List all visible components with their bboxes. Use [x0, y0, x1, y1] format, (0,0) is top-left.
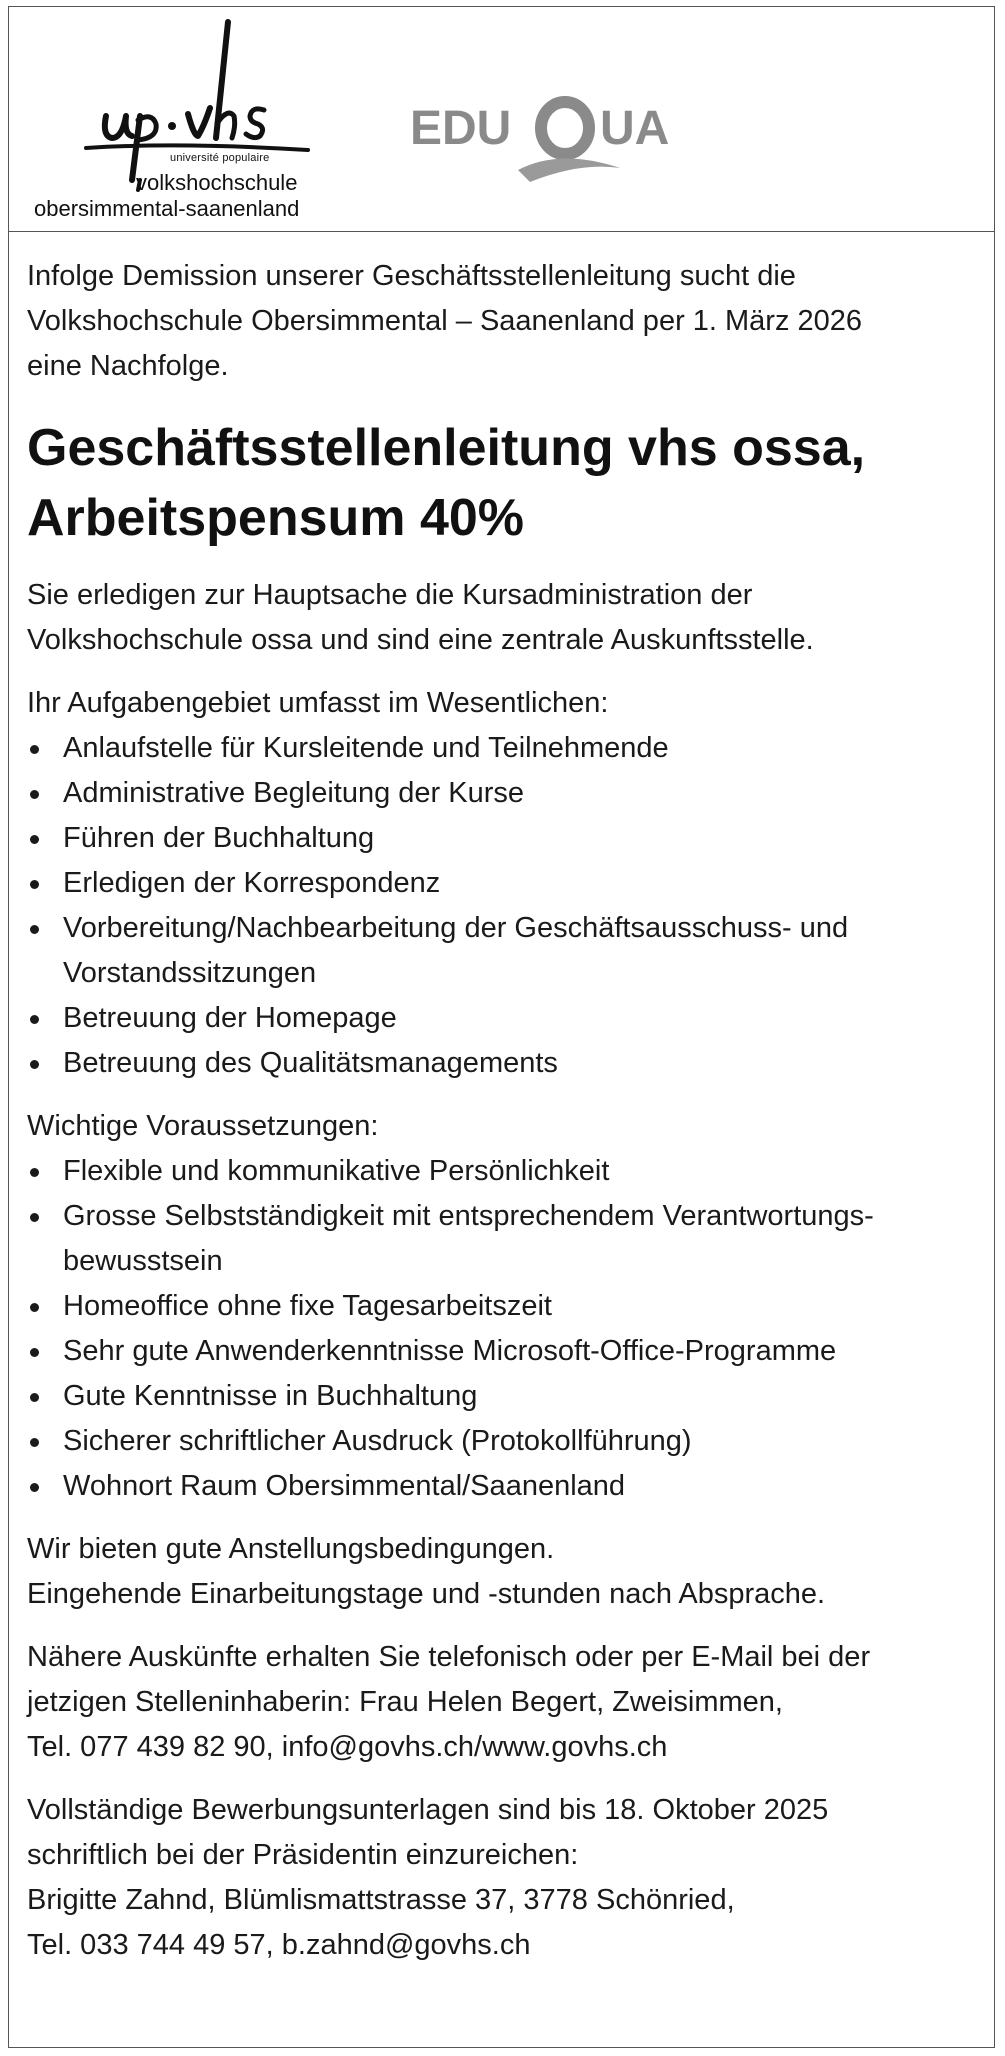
list-item: Betreuung des Qualitätsmanagements: [27, 1041, 977, 1086]
vhs-logo: [28, 12, 358, 226]
intro-line: eine Nachfolge.: [27, 350, 229, 382]
vhs-tagline: université populaire: [170, 152, 270, 164]
requirements-heading: Wichtige Voraussetzungen:: [27, 1110, 379, 1142]
intro-line: Volkshochschule Obersimmental – Saanenland per 1. März 2026: [27, 305, 863, 337]
job-title: [27, 413, 977, 553]
job-title-line: Arbeitspensum 40%: [27, 489, 525, 547]
bullet-icon: [30, 1213, 39, 1222]
summary-line: Volkshochschule ossa und sind eine zentrale Auskunftsstelle.: [27, 624, 814, 656]
bullet-icon: [30, 835, 39, 844]
offer-paragraph: [27, 1527, 977, 1617]
info-line: Tel. 077 439 82 90, info@govhs.ch/www.govhs.ch: [27, 1731, 668, 1763]
bullet-icon: [30, 925, 39, 934]
summary-paragraph: [27, 573, 977, 663]
list-item: Gute Kenntnisse in Buchhaltung: [27, 1374, 977, 1419]
bullet-icon: [30, 1060, 39, 1069]
bullet-icon: [30, 790, 39, 799]
tasks-list: [27, 726, 977, 1086]
vhs-name: volkshochschule: [136, 170, 298, 195]
list-item: Administrative Begleitung der Kurse: [27, 771, 977, 816]
application-paragraph: [27, 1788, 977, 1968]
bullet-icon: [30, 745, 39, 754]
list-item: Grosse Selbstständigkeit mit entsprechendem Verantwortungs-bewusstsein: [27, 1194, 977, 1284]
list-item: Erledigen der Korrespondenz: [27, 861, 977, 906]
offer-line: Eingehende Einarbeitungstage und -stunden nach Absprache.: [27, 1578, 826, 1610]
ad-header: [8, 6, 995, 232]
list-item: Homeoffice ohne fixe Tagesarbeitszeit: [27, 1284, 977, 1329]
application-line: Brigitte Zahnd, Blümlismattstrasse 37, 3778 Schönried,: [27, 1884, 735, 1916]
list-item: Führen der Buchhaltung: [27, 816, 977, 861]
requirements-list: [27, 1149, 977, 1509]
list-item: Anlaufstelle für Kursleitende und Teilnehmende: [27, 726, 977, 771]
bullet-icon: [30, 1015, 39, 1024]
bullet-icon: [30, 1393, 39, 1402]
list-item: Flexible und kommunikative Persönlichkeit: [27, 1149, 977, 1194]
svg-text:EDU: EDU: [410, 102, 512, 155]
list-item: Sehr gute Anwenderkenntnisse Microsoft-Office-Programme: [27, 1329, 977, 1374]
job-title-line: Geschäftsstellenleitung vhs ossa,: [27, 419, 866, 477]
list-item: Vorbereitung/Nachbearbeitung der Geschäftsausschuss- und Vorstandssitzungen: [27, 906, 977, 996]
application-line: Tel. 033 744 49 57, b.zahnd@govhs.ch: [27, 1929, 531, 1961]
application-line: schriftlich bei der Präsidentin einzureichen:: [27, 1839, 579, 1871]
ad-content: [27, 254, 977, 1986]
tasks-heading: Ihr Aufgabengebiet umfasst im Wesentlichen:: [27, 687, 609, 719]
bullet-icon: [30, 1483, 39, 1492]
eduqua-logo-icon: [400, 86, 710, 196]
vhs-region: obersimmental-saanenland: [34, 196, 300, 221]
info-line: jetzigen Stelleninhaberin: Frau Helen Begert, Zweisimmen,: [27, 1686, 783, 1718]
svg-text:UA: UA: [600, 102, 670, 155]
info-paragraph: [27, 1635, 977, 1770]
bullet-icon: [30, 1348, 39, 1357]
bullet-icon: [30, 1168, 39, 1177]
list-item: Betreuung der Homepage: [27, 996, 977, 1041]
application-line: Vollständige Bewerbungsunterlagen sind bis 18. Oktober 2025: [27, 1794, 829, 1826]
bullet-icon: [30, 1303, 39, 1312]
bullet-icon: [30, 880, 39, 889]
bullet-icon: [30, 1438, 39, 1447]
list-item: Sicherer schriftlicher Ausdruck (Protokollführung): [27, 1419, 977, 1464]
offer-line: Wir bieten gute Anstellungsbedingungen.: [27, 1533, 555, 1565]
info-line: Nähere Auskünfte erhalten Sie telefonisch oder per E-Mail bei der: [27, 1641, 871, 1673]
eduqua-logo: [400, 86, 710, 196]
intro-line: Infolge Demission unserer Geschäftsstellenleitung sucht die: [27, 260, 796, 292]
summary-line: Sie erledigen zur Hauptsache die Kursadministration der: [27, 579, 753, 611]
intro-paragraph: [27, 254, 977, 389]
list-item: Wohnort Raum Obersimmental/Saanenland: [27, 1464, 977, 1509]
